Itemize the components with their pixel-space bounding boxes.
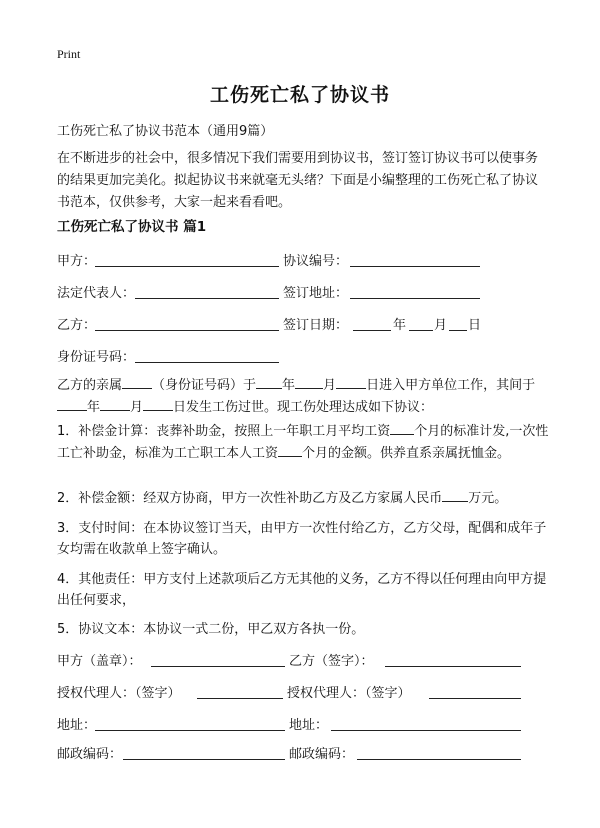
- legal-rep-label: 法定代表人：: [57, 286, 136, 301]
- month-label: 月: [434, 318, 448, 333]
- amount-field[interactable]: [442, 487, 468, 502]
- party-b-row: [57, 314, 497, 336]
- p1-text-f: 年: [87, 400, 101, 415]
- item-4: 4．其他责任：甲方支付上述款项后乙方无其他的义务，乙方不得以任何理由向甲方提出任何要求，: [57, 572, 547, 608]
- p1-text-b: （身份证号码）于: [152, 378, 257, 393]
- compensation-months-field[interactable]: [278, 442, 302, 457]
- p1-text-g: 月: [130, 400, 144, 415]
- day-label: 日: [468, 318, 482, 333]
- party-a-label: 甲方：: [57, 254, 97, 269]
- party-a-field[interactable]: [95, 266, 279, 267]
- sign-day-field[interactable]: [449, 330, 467, 331]
- id-no-field[interactable]: [135, 362, 279, 363]
- injury-year-field[interactable]: [57, 396, 87, 411]
- section-title: 工伤死亡私了协议书 篇1: [57, 219, 207, 235]
- party-b-sign-field[interactable]: [385, 666, 521, 667]
- agent-a-label: 授权代理人：（签字）: [57, 686, 181, 701]
- agent-row: [57, 682, 537, 704]
- postcode-b-label: 邮政编码：: [289, 747, 355, 762]
- item-3: 3．支付时间：在本协议签订当天，由甲方一次性付给乙方，乙方父母，配偶和成年子女均需在收款单上签字确认。: [57, 521, 547, 557]
- entry-year-field[interactable]: [256, 374, 282, 389]
- seal-row: [57, 650, 537, 672]
- year-label: 年: [393, 318, 407, 333]
- print-link[interactable]: Print: [57, 47, 81, 61]
- item-2: [57, 487, 549, 509]
- entry-day-field[interactable]: [336, 374, 366, 389]
- item-5: 5．协议文本：本协议一式二份，甲乙双方各执一份。: [57, 622, 365, 637]
- item1-text-c: 个月的金额。供养直系亲属抚恤金。: [302, 446, 511, 461]
- id-no-row: [57, 346, 497, 368]
- injury-day-field[interactable]: [143, 396, 173, 411]
- item2-text-a: 2．补偿金额：经双方协商，甲方一次性补助乙方及乙方家属人民币: [57, 491, 443, 506]
- address-b-label: 地址：: [289, 718, 329, 733]
- entry-month-field[interactable]: [295, 374, 323, 389]
- item2-text-b: 万元。: [468, 491, 508, 506]
- subtitle: 工伤死亡私了协议书范本（通用9篇）: [57, 124, 274, 139]
- postcode-b-field[interactable]: [357, 759, 521, 760]
- agreement-no-field[interactable]: [350, 266, 480, 267]
- item-1: [57, 420, 549, 464]
- postcode-a-field[interactable]: [123, 759, 285, 760]
- party-b-label: 乙方：: [57, 318, 97, 333]
- item1-text-b: 个月的标准计发,一次性工亡补助金，标准为工亡职工本人工资: [57, 424, 549, 461]
- party-a-seal-label: 甲方（盖章）：: [57, 654, 142, 669]
- address-b-field[interactable]: [331, 730, 521, 731]
- agent-b-field[interactable]: [429, 698, 521, 699]
- p1-text-a: 乙方的亲属: [57, 378, 123, 393]
- legal-rep-field[interactable]: [135, 298, 279, 299]
- address-a-field[interactable]: [95, 730, 285, 731]
- item1-text-a: 1．补偿金计算：丧葬补助金，按照上一年职工月平均工资: [57, 424, 391, 439]
- sign-place-label: 签订地址：: [283, 286, 349, 301]
- sign-place-field[interactable]: [350, 298, 480, 299]
- injury-month-field[interactable]: [100, 396, 130, 411]
- party-a-seal-field[interactable]: [151, 666, 285, 667]
- sign-year-field[interactable]: [353, 330, 391, 331]
- id-no-label: 身份证号码：: [57, 350, 136, 365]
- agent-a-field[interactable]: [197, 698, 283, 699]
- party-b-sign-label: 乙方（签字）：: [289, 654, 374, 669]
- agreement-no-label: 协议编号：: [283, 254, 349, 269]
- p1-text-c: 年: [282, 378, 296, 393]
- p1-text-d: 月: [323, 378, 337, 393]
- page-title: 工伤死亡私了协议书: [209, 84, 390, 106]
- intro-paragraph: 在不断进步的社会中，很多情况下我们需要用到协议书，签订签订协议书可以使事务的结果更加完美化。拟起协议书来就毫无头绪？下面是小编整理的工伤死亡私了协议书范本，仅供参考，大家一起来看看吧。: [57, 151, 539, 210]
- party-b-field[interactable]: [95, 330, 279, 331]
- body-paragraph-1: [57, 374, 549, 418]
- party-a-row: [57, 250, 497, 272]
- postcode-row: [57, 743, 537, 765]
- p1-text-e: 日进入甲方单位工作，其间于: [366, 378, 536, 393]
- funeral-months-field[interactable]: [390, 420, 414, 435]
- legal-rep-row: [57, 282, 497, 304]
- address-row: [57, 714, 537, 736]
- address-a-label: 地址：: [57, 718, 97, 733]
- p1-text-h: 日发生工伤过世。现工伤处理达成如下协议：: [173, 400, 434, 415]
- agent-b-label: 授权代理人：（签字）: [287, 686, 411, 701]
- sign-date-label: 签订日期：: [283, 318, 349, 333]
- relative-name-field[interactable]: [122, 374, 152, 389]
- postcode-a-label: 邮政编码：: [57, 747, 123, 762]
- sign-month-field[interactable]: [409, 330, 433, 331]
